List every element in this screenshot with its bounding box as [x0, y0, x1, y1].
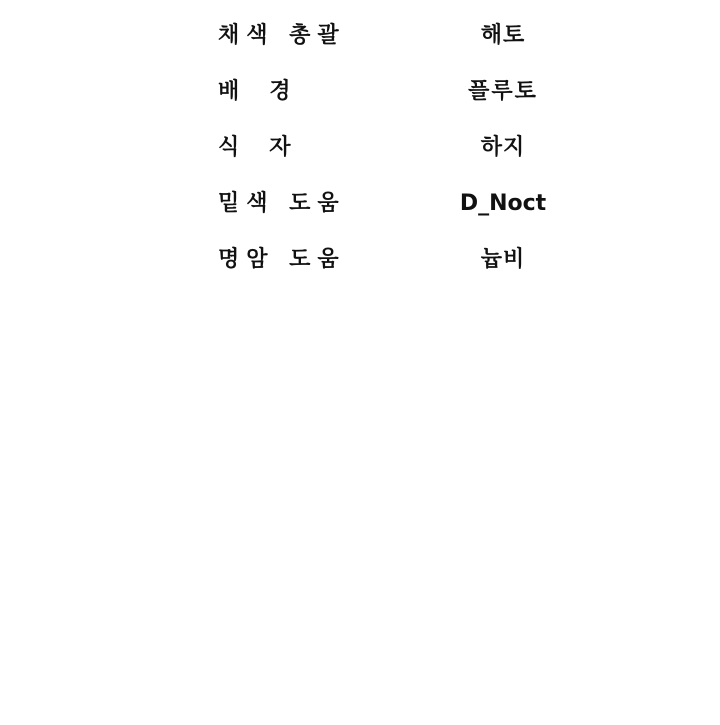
- credit-row: [0, 18, 720, 74]
- credits-list: [0, 0, 720, 298]
- credit-row: [0, 242, 720, 298]
- credit-name: 늅비: [480, 247, 526, 272]
- credit-name: D_Noct: [459, 191, 547, 216]
- credit-name: 해토: [480, 23, 526, 48]
- credit-name: 플루토: [468, 79, 538, 104]
- credit-row: [0, 74, 720, 130]
- credit-name: 하지: [480, 135, 526, 160]
- credit-role: 식자: [218, 135, 321, 160]
- credit-row: [0, 130, 720, 186]
- credit-role: 밑색 도움: [218, 191, 346, 216]
- credit-role: 배경: [218, 79, 321, 104]
- credit-role: 채색 총괄: [218, 23, 346, 48]
- credit-role: 명암 도움: [218, 247, 346, 272]
- credit-row: [0, 186, 720, 242]
